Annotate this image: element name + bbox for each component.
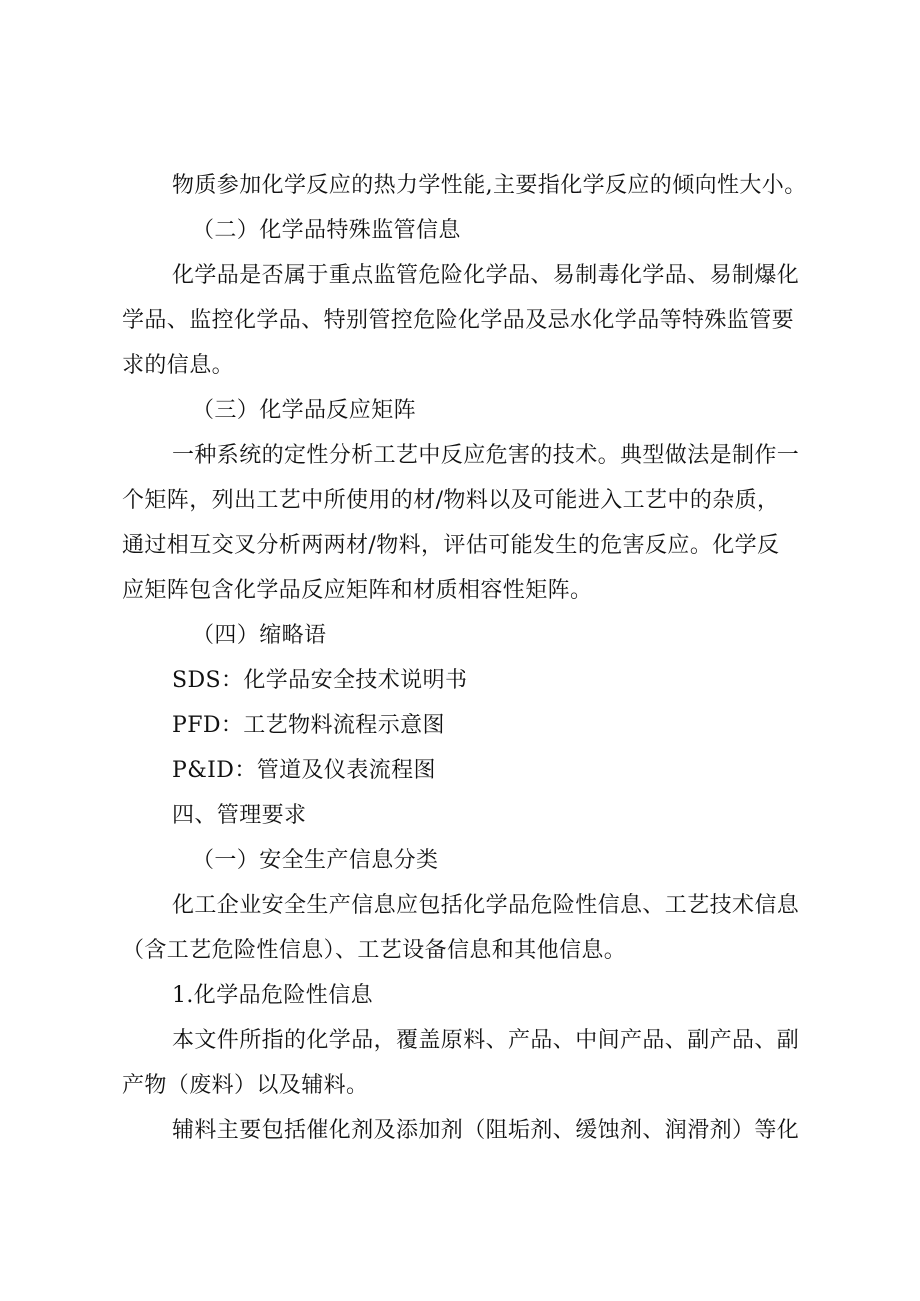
paragraph-line: 通过相互交叉分析两两材/物料，评估可能发生的危害反应。化学反 <box>122 533 780 558</box>
paragraph-line: 学品、监控化学品、特别管控危险化学品及忌水化学品等特殊监管要 <box>122 308 795 333</box>
section-heading: （四）缩略语 <box>192 623 327 648</box>
paragraph-line: 产物（废料）以及辅料。 <box>122 1073 369 1098</box>
paragraph-line: 本文件所指的化学品，覆盖原料、产品、中间产品、副产品、副 <box>172 1028 800 1053</box>
paragraph-line: 化学品是否属于重点监管危险化学品、易制毒化学品、易制爆化 <box>172 263 800 288</box>
paragraph-line: （含工艺危险性信息）、工艺设备信息和其他信息。 <box>122 938 627 963</box>
abbreviation-line: PFD：工艺物料流程示意图 <box>172 713 445 738</box>
paragraph-line: 辅料主要包括催化剂及添加剂（阻垢剂、缓蚀剂、润滑剂）等化 <box>172 1118 800 1143</box>
paragraph-line: 化工企业安全生产信息应包括化学品危险性信息、工艺技术信息 <box>172 893 800 918</box>
section-heading: （三）化学品反应矩阵 <box>192 398 417 423</box>
paragraph-line: 应矩阵包含化学品反应矩阵和材质相容性矩阵。 <box>122 578 593 603</box>
chapter-heading: 四、管理要求 <box>172 803 307 828</box>
abbreviation-line: P&ID：管道及仪表流程图 <box>172 758 436 783</box>
section-heading: （一）安全生产信息分类 <box>192 848 439 873</box>
paragraph-line: 物质参加化学反应的热力学性能,主要指化学反应的倾向性大小。 <box>172 173 807 198</box>
section-heading: （二）化学品特殊监管信息 <box>192 218 461 243</box>
paragraph-line: 个矩阵，列出工艺中所使用的材/物料以及可能进入工艺中的杂质， <box>122 488 780 513</box>
abbreviation-line: SDS：化学品安全技术说明书 <box>172 668 468 693</box>
subsection-heading: 1.化学品危险性信息 <box>172 983 373 1008</box>
paragraph-line: 一种系统的定性分析工艺中反应危害的技术。典型做法是制作一 <box>172 443 800 468</box>
paragraph-line: 求的信息。 <box>122 353 235 378</box>
